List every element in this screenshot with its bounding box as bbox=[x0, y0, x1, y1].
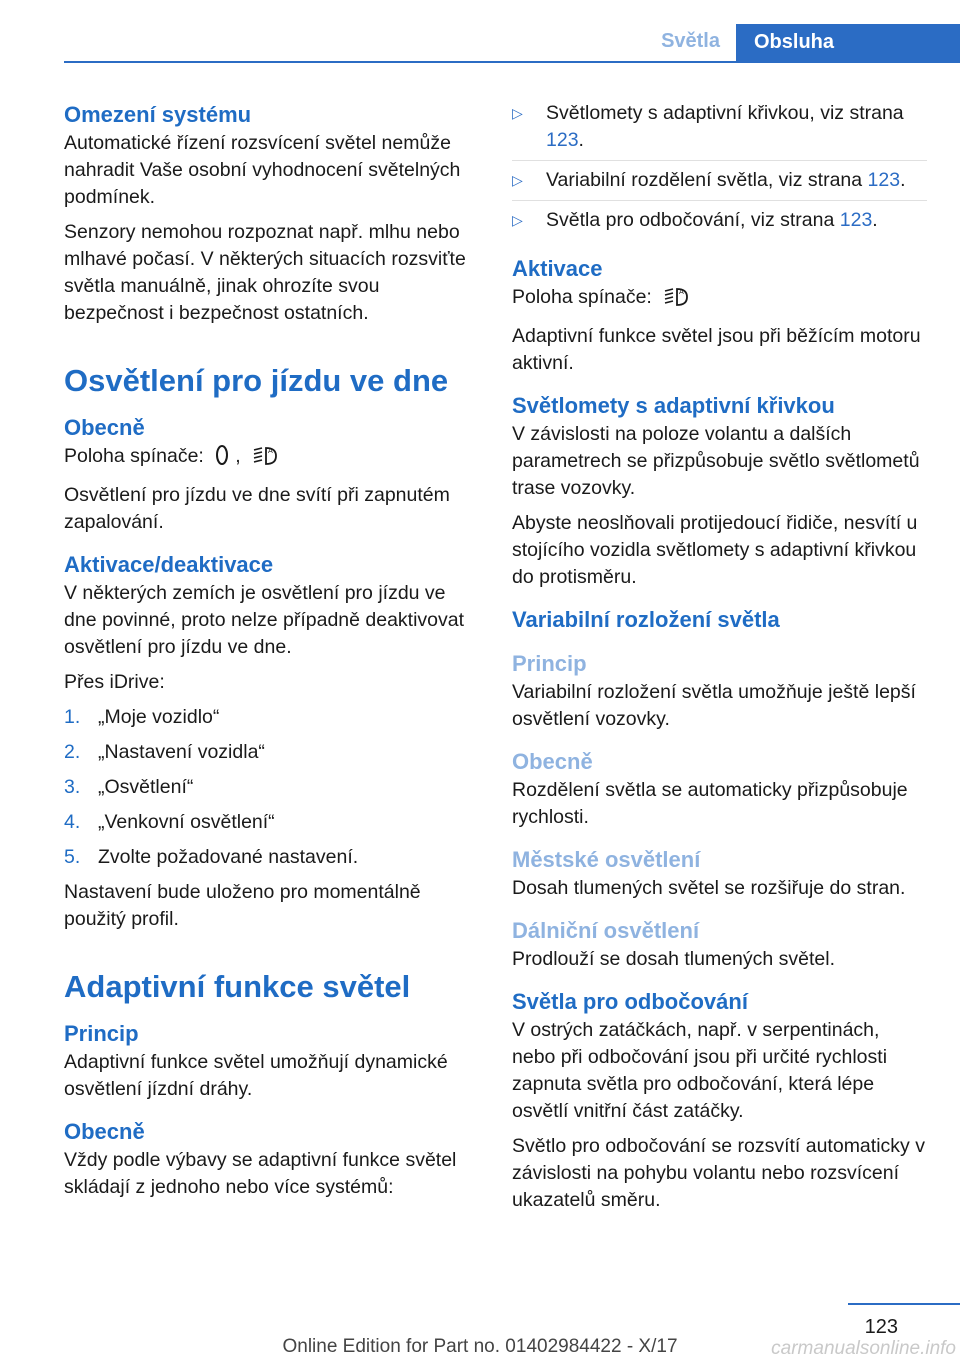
limits-heading: Omezení systému bbox=[64, 102, 252, 127]
curve-paragraph-1: V závislosti na poloze volantu a dalších parametrech se přizpůsobuje světlo světlometů trase vozovky. bbox=[512, 423, 920, 499]
activation-paragraph: Adaptivní funkce světel jsou při běžícím motoru aktivní. bbox=[512, 325, 921, 374]
bullet-text: Světla pro odbočování, viz strana bbox=[546, 209, 840, 231]
edition-line: Online Edition for Part no. 01402984422 - X/17 bbox=[282, 1336, 678, 1357]
adaptive-heading: Adaptivní funkce světel bbox=[64, 969, 411, 1004]
bullet-end: . bbox=[872, 209, 878, 231]
list-item bbox=[64, 844, 479, 871]
highway-paragraph: Prodlouží se dosah tlumených světel. bbox=[512, 948, 836, 970]
variable-heading: Variabilní rozložení světla bbox=[512, 607, 780, 632]
switch-position-0-icon bbox=[215, 444, 229, 474]
idrive-steps bbox=[64, 704, 479, 871]
step-text: „Nastavení vozidla“ bbox=[98, 741, 265, 763]
step-text: „Osvětlení“ bbox=[98, 776, 194, 798]
step-number: 1. bbox=[64, 706, 81, 728]
drl-switch-line bbox=[64, 443, 479, 474]
curve-heading: Světlomety s adaptivní křivkou bbox=[512, 393, 835, 418]
variable-principle-paragraph: Variabilní rozložení světla umožňuje ještě lepší osvětlení vozovky. bbox=[512, 681, 916, 730]
triangle-bullet-icon: ▷ bbox=[512, 212, 523, 228]
triangle-bullet-icon: ▷ bbox=[512, 105, 523, 121]
page-header bbox=[0, 24, 960, 62]
page-link[interactable]: 123 bbox=[867, 169, 901, 191]
step-number: 4. bbox=[64, 811, 81, 833]
switch-label: Poloha spínače: bbox=[64, 445, 204, 467]
svg-text:A: A bbox=[679, 288, 685, 296]
list-item bbox=[64, 739, 479, 766]
city-paragraph: Dosah tlumených světel se rozšiřuje do stran. bbox=[512, 877, 906, 899]
turn-paragraph-2: Světlo pro odbočování se rozsvítí automaticky v závislosti na pohybu volantu nebo rozsvícení ukazatelů směru. bbox=[512, 1135, 925, 1211]
activation-switch-line bbox=[512, 284, 927, 315]
step-text: „Venkovní osvětlení“ bbox=[98, 811, 275, 833]
systems-list bbox=[512, 100, 927, 240]
variable-general-paragraph: Rozdělení světla se automaticky přizpůsobuje rychlosti. bbox=[512, 779, 908, 828]
step-number: 5. bbox=[64, 846, 81, 868]
step-number: 2. bbox=[64, 741, 81, 763]
bullet-end: . bbox=[900, 169, 906, 191]
principle-heading: Princip bbox=[64, 1021, 139, 1046]
bullet-end: . bbox=[578, 129, 584, 151]
list-item bbox=[64, 704, 479, 731]
list-item bbox=[64, 774, 479, 801]
drl-heading: Osvětlení pro jízdu ve dne bbox=[64, 363, 449, 398]
bullet-text: Variabilní rozdělení světla, viz strana bbox=[546, 169, 868, 191]
triangle-bullet-icon: ▷ bbox=[512, 172, 523, 188]
svg-text:A: A bbox=[268, 447, 273, 455]
step-number: 3. bbox=[64, 776, 81, 798]
activation-paragraph: V některých zemích je osvětlení pro jízdu ve dne povinné, proto nelze případně deaktivovat osvětlení pro jízdu ve dne. bbox=[64, 582, 465, 658]
highway-heading: Dálniční osvětlení bbox=[512, 918, 700, 943]
step-text: „Moje vozidlo“ bbox=[98, 706, 220, 728]
page-number: 123 bbox=[864, 1316, 898, 1338]
drl-general-heading: Obecně bbox=[64, 415, 145, 440]
chapter-tab[interactable]: Obsluha bbox=[736, 24, 960, 62]
turn-heading: Světla pro odbočování bbox=[512, 989, 748, 1014]
list-item bbox=[512, 167, 927, 201]
activation-heading: Aktivace/deaktivace bbox=[64, 552, 274, 577]
general2-paragraph: Vždy podle výbavy se adaptivní funkce světel skládají z jednoho nebo více systémů: bbox=[64, 1149, 457, 1198]
auto-headlight-icon bbox=[252, 444, 280, 474]
list-item bbox=[64, 809, 479, 836]
right-column bbox=[512, 100, 927, 1222]
city-heading: Městské osvětlení bbox=[512, 847, 701, 872]
turn-paragraph-1: V ostrých zatáčkách, např. v serpentinách, nebo při odbočování jsou při určité rychlosti zapnuta světla pro odbočování, která lépe osvětlí vnitřní část zatáčky. bbox=[512, 1019, 888, 1122]
watermark: carmanualsonline.info bbox=[771, 1338, 956, 1359]
principle-paragraph: Adaptivní funkce světel umožňují dynamické osvětlení jízdní dráhy. bbox=[64, 1051, 448, 1100]
left-column bbox=[64, 100, 479, 1209]
curve-paragraph-2: Abyste neoslňovali protijedoucí řidiče, nesvítí u stojícího vozidla světlomety s adaptivní křivkou do protisměru. bbox=[512, 512, 918, 588]
saved-paragraph: Nastavení bude uloženo pro momentálně použitý profil. bbox=[64, 881, 421, 930]
idrive-label: Přes iDrive: bbox=[64, 671, 165, 693]
footer-rule bbox=[848, 1303, 960, 1305]
variable-general-heading: Obecně bbox=[512, 749, 593, 774]
activation-heading: Aktivace bbox=[512, 256, 603, 281]
auto-headlight-icon bbox=[663, 285, 691, 315]
list-item bbox=[512, 100, 927, 161]
limits-paragraph-2: Senzory nemohou rozpoznat např. mlhu nebo mlhavé počasí. V některých situacích rozsviťte světla manuálně, jinak ohrozíte svou bezpečnost i bezpečnost ostatních. bbox=[64, 221, 466, 324]
step-text: Zvolte požadované nastavení. bbox=[98, 846, 359, 868]
general2-heading: Obecně bbox=[64, 1119, 145, 1144]
switch-label: Poloha spínače: bbox=[512, 286, 652, 308]
switch-separator: , bbox=[235, 445, 241, 467]
limits-paragraph-1: Automatické řízení rozsvícení světel nemůže nahradit Vaše osobní vyhodnocení světelných podmínek. bbox=[64, 132, 461, 208]
bullet-text: Světlomety s adaptivní křivkou, viz strana bbox=[546, 102, 904, 124]
page-link[interactable]: 123 bbox=[546, 129, 579, 151]
variable-principle-heading: Princip bbox=[512, 651, 587, 676]
drl-paragraph: Osvětlení pro jízdu ve dne svítí při zapnutém zapalování. bbox=[64, 484, 450, 533]
page-link[interactable]: 123 bbox=[839, 209, 873, 231]
list-item bbox=[512, 207, 927, 240]
section-tab[interactable]: Světla bbox=[661, 30, 720, 52]
header-rule bbox=[64, 61, 960, 63]
